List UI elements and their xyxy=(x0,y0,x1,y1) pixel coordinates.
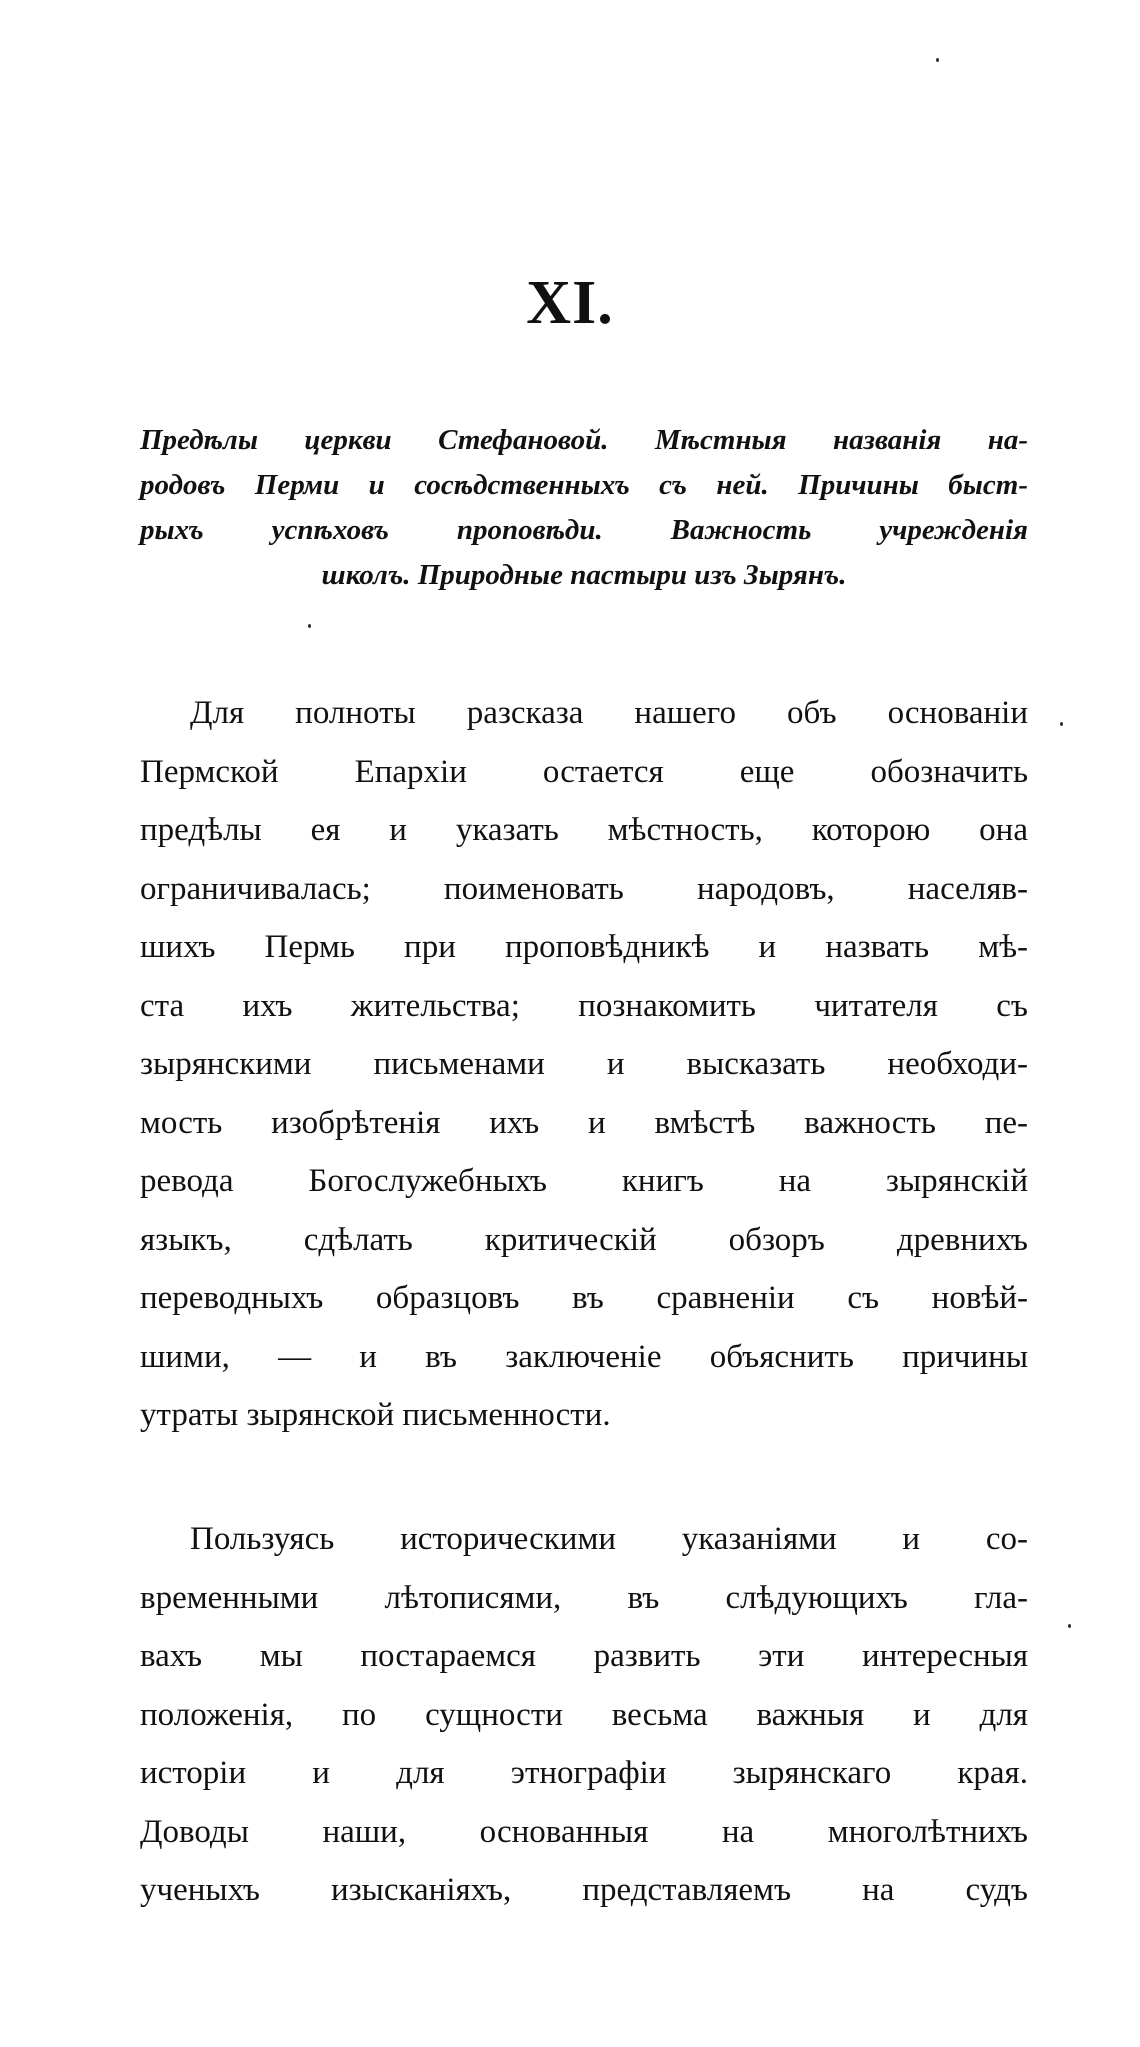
summary-line: Предѣлы церкви Стефановой. Мѣстныя названія на- xyxy=(140,424,1028,456)
text-line: исторіи и для этнографіи зырянскаго края. xyxy=(140,1755,1028,1791)
summary-line: родовъ Перми и сосѣдственныхъ съ ней. Причины быст- xyxy=(140,469,1028,501)
text-line: Пермской Епархіи остается еще обозначить xyxy=(140,753,1028,790)
text-line: ограничивалась; поименовать народовъ, населяв- xyxy=(140,870,1028,907)
text-line: шими, — и въ заключеніе объяснить причины xyxy=(140,1338,1028,1375)
paragraph-2 xyxy=(140,1510,1028,1920)
text-line: Для полноты разсказа нашего объ основаніи xyxy=(190,695,1028,731)
chapter-summary xyxy=(140,418,1028,598)
text-line: ста ихъ жительства; познакомить читателя съ xyxy=(140,987,1028,1024)
scan-speck xyxy=(1068,1624,1071,1628)
text-line: языкъ, сдѣлать критическій обзоръ древнихъ xyxy=(140,1221,1028,1258)
text-line: положенія, по сущности весьма важныя и для xyxy=(140,1696,1028,1733)
text-line: временными лѣтописями, въ слѣдующихъ гла- xyxy=(140,1579,1028,1616)
text-line: вахъ мы постараемся развить эти интересныя xyxy=(140,1638,1028,1674)
summary-line: школъ. Природные пастыри изъ Зырянъ. xyxy=(321,559,847,591)
scan-speck xyxy=(936,58,939,62)
text-line: ученыхъ изысканіяхъ, представляемъ на судъ xyxy=(140,1872,1028,1908)
text-line: шихъ Пермь при проповѣдникѣ и назвать мѣ- xyxy=(140,929,1028,965)
chapter-number: XI. xyxy=(526,269,614,337)
text-line: переводныхъ образцовъ въ сравненіи съ новѣй- xyxy=(140,1280,1028,1316)
text-line: ревода Богослужебныхъ книгъ на зырянскій xyxy=(140,1163,1028,1199)
summary-line: рыхъ успѣховъ проповѣди. Важность учрежденія xyxy=(140,514,1028,546)
text-line: мость изобрѣтенія ихъ и вмѣстѣ важность пе- xyxy=(140,1104,1028,1141)
text-line: Пользуясь историческими указаніями и со- xyxy=(190,1521,1028,1557)
scan-speck xyxy=(1060,722,1063,726)
scan-speck xyxy=(308,624,311,628)
paragraph-1 xyxy=(140,684,1028,1445)
text-line: Доводы наши, основанныя на многолѣтнихъ xyxy=(140,1813,1028,1850)
text-line: утраты зырянской письменности. xyxy=(140,1397,611,1433)
text-line: предѣлы ея и указать мѣстность, которою она xyxy=(140,812,1028,848)
text-line: зырянскими письменами и высказать необходи- xyxy=(140,1046,1028,1082)
